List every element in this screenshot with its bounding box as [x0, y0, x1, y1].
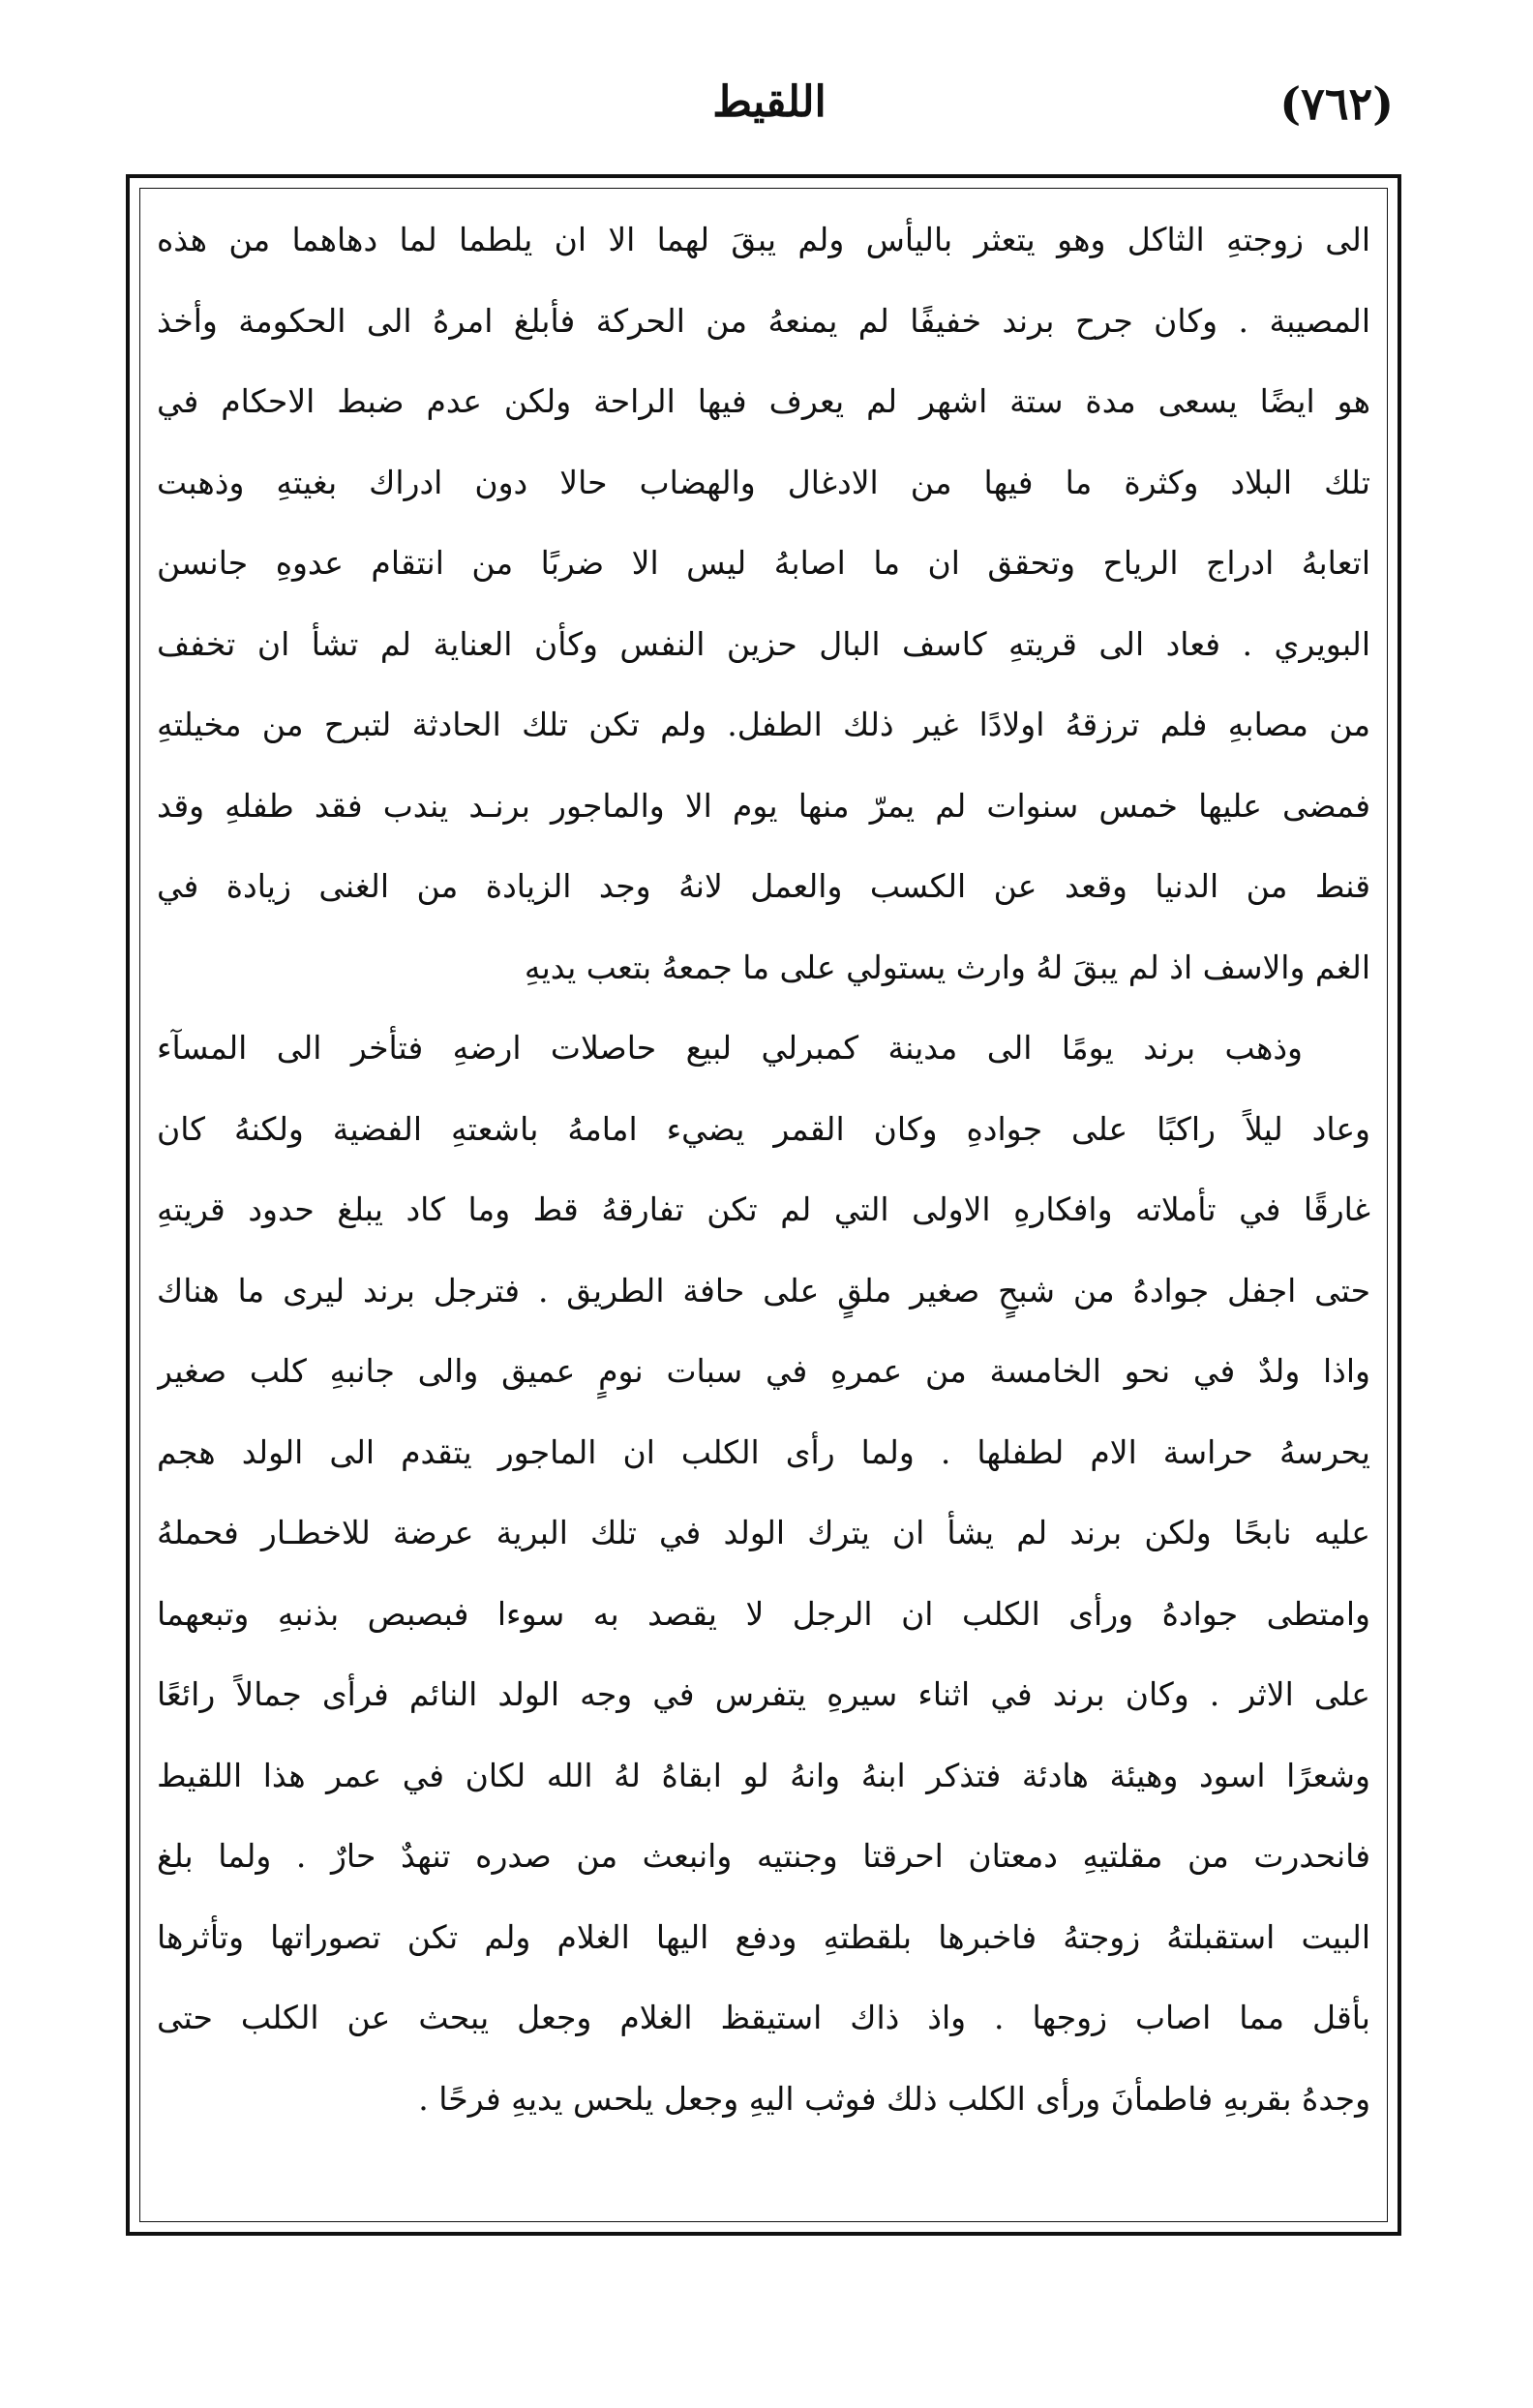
text-frame — [126, 174, 1401, 2236]
text-line: غارقًا في تأملاته وافكارهِ الاولى التي لم تكن تفارقهُ قط وما كاد يبلغ حدود قريتهِ — [157, 1190, 1370, 1228]
text-line: قنط من الدنيا وقعد عن الكسب والعمل لانهُ وجد الزيادة من الغنى زيادة في — [157, 867, 1370, 905]
text-line: الى زوجتهِ الثاكل وهو يتعثر باليأس ولم يبقَ لهما الا ان يلطما لما دهاهما من هذه — [157, 221, 1370, 258]
text-line: البويري . فعاد الى قريتهِ كاسف البال حزين النفس وكأن العناية لم تشأ ان تخفف — [157, 624, 1370, 663]
text-line: فمضى عليها خمس سنوات لم يمرّ منها يوم الا والماجور برنـد يندب فقد طفلهِ وقد — [157, 786, 1370, 825]
text-line: وعاد ليلاً راكبًا على جوادهِ وكان القمر يضيء امامهُ باشعتهِ الفضية ولكنهُ كان — [157, 1109, 1370, 1148]
text-line: البيت استقبلتهُ زوجتهُ فاخبرها بلقطتهِ ودفع اليها الغلام ولم تكن تصوراتها وتأثرها — [157, 1917, 1370, 1956]
text-line: الغم والاسف اذ لم يبقَ لهُ وارث يستولي على ما جمعهُ بتعب يديهِ — [524, 948, 1370, 986]
text-line: فانحدرت من مقلتيهِ دمعتان احرقتا وجنتيه وانبعث من صدره تنهدٌ حارٌ . ولما بلغ — [157, 1837, 1370, 1875]
page-number: (٧٦٢) — [1279, 77, 1394, 130]
running-title: اللقيط — [712, 77, 827, 127]
text-line: يحرسهُ حراسة الام لطفلها . ولما رأى الكلب ان الماجور يتقدم الى الولد هجم — [157, 1432, 1370, 1471]
text-line: وذهب برند يومًا الى مدينة كمبرلي لبيع حاصلات ارضهِ فتأخر الى المسآء — [157, 1029, 1303, 1067]
text-line: من مصابهِ فلم ترزقهُ اولادًا غير ذلك الطفل. ولم تكن تلك الحادثة لتبرح من مخيلتهِ — [157, 706, 1370, 743]
text-line: المصيبة . وكان جرح برند خفيفًا لم يمنعهُ من الحركة فأبلغ امرهُ الى الحكومة وأخذ — [157, 301, 1370, 340]
body-text — [157, 199, 1370, 2139]
text-line: هو ايضًا يسعى مدة ستة اشهر لم يعرف فيها الراحة ولكن عدم ضبط الاحكام في — [157, 382, 1370, 420]
text-line: وشعرًا اسود وهيئة هادئة فتذكر ابنهُ وانهُ لو ابقاهُ لهُ الله لكان في عمر هذا اللقيط — [157, 1756, 1370, 1794]
page-header — [145, 68, 1394, 155]
text-line: وامتطى جوادهُ ورأى الكلب ان الرجل لا يقصد به سوءا فبصبص بذنبهِ وتبعهما — [157, 1594, 1370, 1633]
text-line: حتى اجفل جوادهُ من شبحٍ صغير ملقٍ على حافة الطريق . فترجل برند ليرى ما هناك — [157, 1271, 1370, 1309]
text-line: اتعابهُ ادراج الرياح وتحقق ان ما اصابهُ ليس الا ضربًا من انتقام عدوهِ جانسن — [157, 544, 1370, 582]
text-line: واذا ولدٌ في نحو الخامسة من عمرهِ في سبات نومٍ عميق والى جانبهِ كلب صغير — [157, 1352, 1370, 1390]
text-line: وجدهُ بقربهِ فاطمأنَ ورأى الكلب ذلك فوثب اليهِ وجعل يلحس يديهِ فرحًا . — [418, 2079, 1370, 2118]
text-line: تلك البلاد وكثرة ما فيها من الادغال والهضاب حالا دون ادراك بغيتهِ وذهبت — [157, 463, 1370, 501]
text-line: على الاثر . وكان برند في اثناء سيرهِ يتفرس في وجه الولد النائم فرأى جمالاً رائعًا — [157, 1675, 1370, 1713]
text-line: عليه نابحًا ولكن برند لم يشأ ان يترك الولد في تلك البرية عرضة للاخطـار فحملهُ — [157, 1514, 1370, 1551]
text-line: بأقل مما اصاب زوجها . واذ ذاك استيقظ الغلام وجعل يبحث عن الكلب حتى — [157, 1999, 1370, 2036]
